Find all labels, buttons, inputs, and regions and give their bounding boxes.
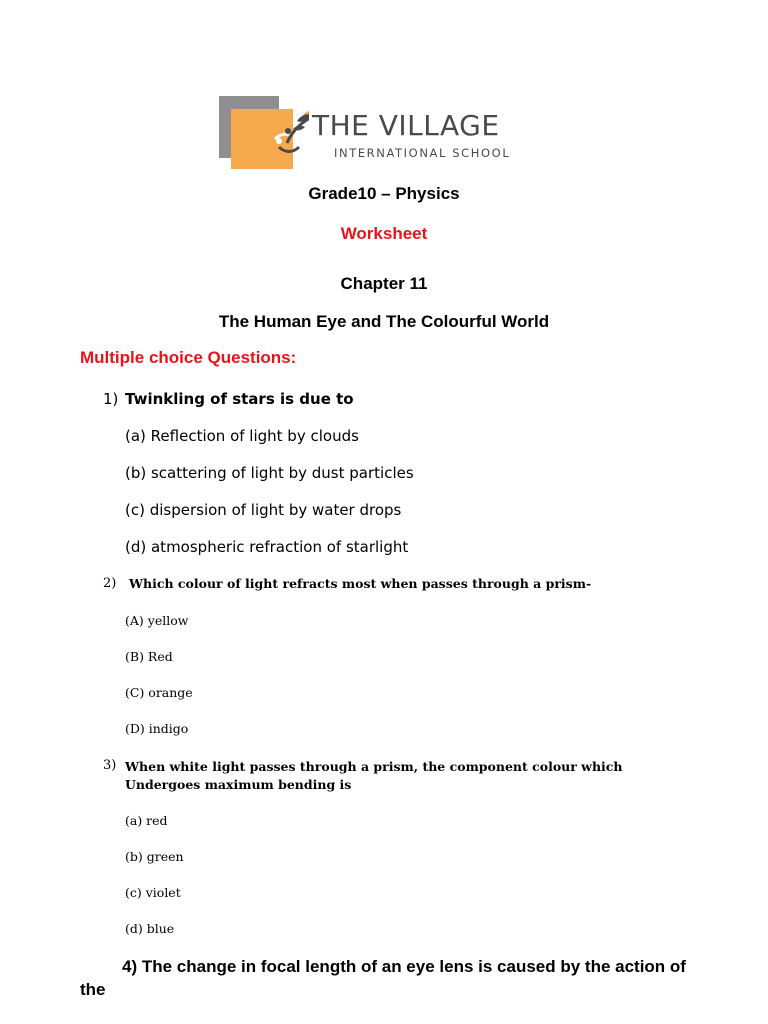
section-heading: Multiple choice Questions:	[80, 348, 297, 367]
question-3-text-line-2: Undergoes maximum bending is	[125, 777, 352, 792]
question-1-option-b: (b) scattering of light by dust particles	[125, 464, 414, 482]
question-1-text: Twinkling of stars is due to	[125, 390, 354, 408]
question-3-option-b: (b) green	[125, 849, 184, 864]
plant-logo-icon	[249, 95, 309, 165]
question-2-option-a: (A) yellow	[125, 613, 189, 628]
question-3-number: 3)	[103, 758, 117, 773]
question-2-text: Which colour of light refracts most when passes through a prism-	[129, 576, 592, 591]
question-2-option-c: (C) orange	[125, 685, 193, 700]
question-2-number: 2)	[103, 576, 117, 591]
question-4-text-line-2: the	[80, 980, 106, 999]
question-2-option-b: (B) Red	[125, 649, 173, 664]
worksheet-heading: Worksheet	[340, 224, 428, 243]
question-3-option-a: (a) red	[125, 813, 168, 828]
logo-school-name: THE VILLAGE	[312, 109, 500, 142]
question-1-option-a: (a) Reflection of light by clouds	[125, 427, 359, 445]
question-2-option-d: (D) indigo	[125, 721, 189, 736]
question-3-option-c: (c) violet	[125, 885, 181, 900]
question-1-option-c: (c) dispersion of light by water drops	[125, 501, 402, 519]
question-3-text	[125, 758, 622, 794]
grade-heading: Grade10 – Physics	[308, 184, 460, 203]
question-3-option-d: (d) blue	[125, 921, 175, 936]
school-logo	[219, 95, 539, 173]
question-3-text-line-1: When white light passes through a prism, the component colour which	[125, 759, 623, 774]
question-4-text-line-1: 4) The change in focal length of an eye lens is caused by the action of	[122, 957, 686, 976]
logo-school-subtitle: INTERNATIONAL SCHOOL	[334, 146, 511, 160]
question-1-number: 1)	[103, 390, 119, 408]
question-1-option-d: (d) atmospheric refraction of starlight	[125, 538, 409, 556]
topic-heading: The Human Eye and The Colourful World	[218, 312, 550, 331]
chapter-heading: Chapter 11	[340, 274, 428, 293]
